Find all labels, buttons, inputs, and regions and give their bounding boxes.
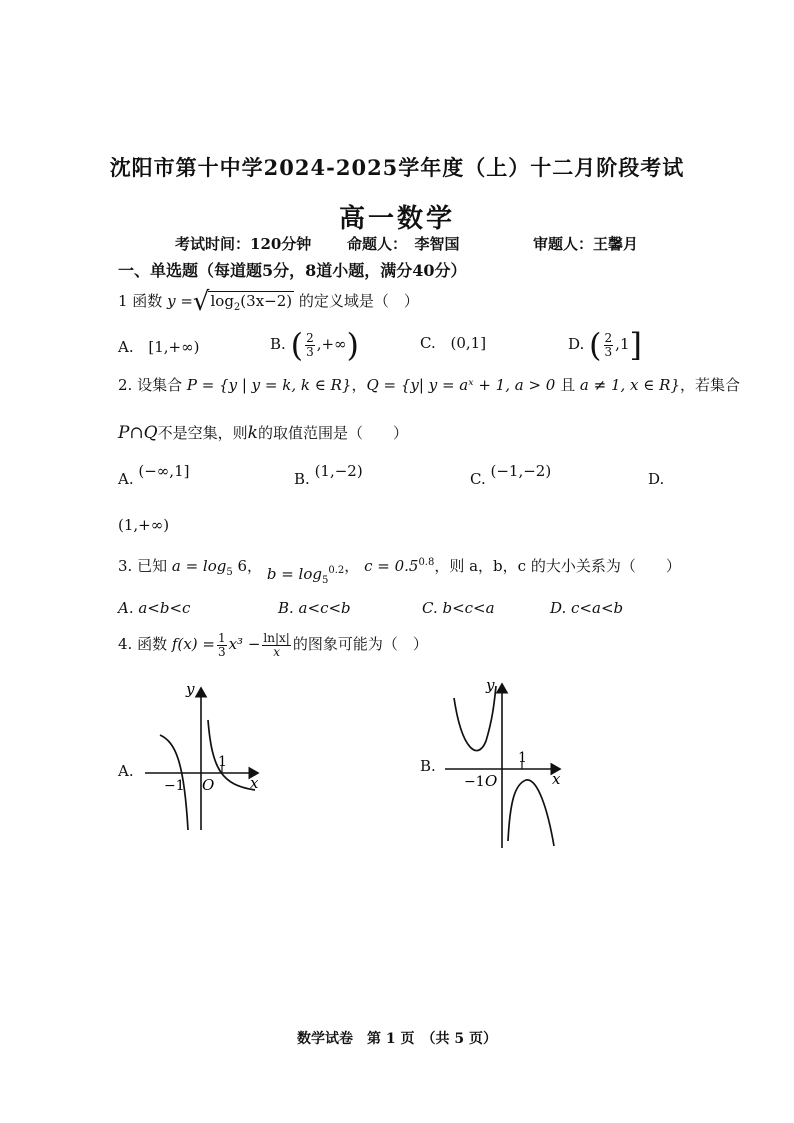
y-label: y [486,676,495,694]
q2-intersection: P∩Q [118,423,158,443]
q3-c: c = 0.5 [364,557,419,575]
q3-a-arg: 6 [232,557,248,575]
q3-a-base: 5 [226,567,233,578]
q3-option-c[interactable]: C. b<c<a [422,599,495,617]
q3-b-sup: 0.2 [328,565,345,576]
option-value: [1,+∞) [148,338,200,356]
option-label: C. [470,470,486,488]
q2-option-d-value: (1,+∞) [118,516,170,534]
q2-and: 且 [560,376,576,394]
q1-suffix: 的定义域是（ ） [294,292,419,310]
tick-1: 1 [518,750,527,766]
q3-prefix: 3. 已知 [118,557,168,575]
q4-suffix: 的图象可能为（ ） [292,635,428,654]
option-value: (0,1] [450,334,487,352]
q3-comma: ， [344,557,360,575]
q4-graph-b[interactable] [440,676,570,851]
q4-option-a-label[interactable]: A. [118,762,134,780]
q1-option-b[interactable]: B. ( $\frac{2}{3}$ ,+∞) [270,326,360,364]
q1-option-a[interactable] [118,338,199,356]
q4-graph-a[interactable] [140,680,270,840]
page-footer: 数学试卷 第 1 页 （共 5 页） [297,1031,497,1047]
x-label: x [552,770,561,788]
q2-option-c[interactable] [470,462,552,488]
question-4 [118,632,428,658]
q1-option-d[interactable]: D. ( $\frac{2}{3}$ ,1] [568,326,642,364]
q3-option-a[interactable]: A. a<b<c [118,599,191,617]
q2-option-d-label[interactable]: D. [648,470,665,488]
option-label: B. [270,335,286,353]
exam-time: 考试时间：120分钟 [175,235,312,253]
question-2-line-2 [118,422,408,443]
q4-frac1-num: 1 [217,631,226,645]
curve-left [454,686,496,751]
curve-right [508,780,554,846]
x-label: x [250,774,259,792]
setter: 命题人： 李智国 [347,235,460,253]
question-1: 1 函数 $y =√\log_2(3x-2)$ 的定义域是（ ） [118,287,419,317]
q2-option-a[interactable] [118,462,190,488]
frac-den: 3 [306,344,314,359]
q3-b-base: 5 [321,575,329,586]
q3-comma: ， [247,557,263,575]
q2-end: 的取值范围是（ ） [257,424,408,442]
reviewer: 审题人：王馨月 [533,235,639,253]
q4-frac1-den: 3 [217,644,226,659]
q2-sep: ， [351,376,367,394]
q4-prefix: 4. 函数 [118,635,168,654]
q3-b: b = log [266,565,322,583]
q2-prefix: 2. 设集合 [118,376,183,394]
q1-prefix: 1 函数 [118,292,163,310]
q4-fx: f(x) = [171,635,215,654]
q1-option-c[interactable] [420,334,486,352]
exam-title: 沈阳市第十中学2024-2025学年度（上）十二月阶段考试 [109,155,685,180]
origin-label: O [485,772,498,790]
y-label: y [186,680,195,698]
q3-c-sup: 0.8 [418,557,435,568]
q1-arg: (3x−2) [240,292,293,310]
q2-set-q-cont: a ≠ 1, x ∈ R} [579,376,680,394]
option-label: B. [294,470,310,488]
q4-option-b-label[interactable]: B. [420,757,436,775]
q1-base: 2 [233,302,241,313]
q1-log: log [210,292,234,310]
option-value: (1,−2) [314,462,363,480]
curve-right [208,720,255,790]
tick-neg1: −1 [164,778,185,794]
option-label: A. [118,338,134,356]
option-value: (−1,−2) [490,462,552,480]
q3-suffix: ，则 a，b，c 的大小关系为（ ） [434,557,681,575]
q4-frac2-den: x [273,644,280,659]
q4-x3: x³ − [228,635,261,654]
q1-func: y = [167,292,193,310]
subject-title: 高一数学 [338,204,455,234]
q3-option-d[interactable]: D. c<a<b [550,599,624,617]
q2-suffix: ，若集合 [680,376,741,394]
option-label: C. [420,334,436,352]
frac-num: 2 [306,330,314,345]
frac-num: 2 [604,330,613,345]
option-value: ,+∞ [316,335,347,353]
q3-a: a = log [171,557,227,575]
tick-1: 1 [218,754,227,770]
q2-option-b[interactable] [294,462,363,488]
option-label: D. [568,335,585,353]
origin-label: O [202,776,215,794]
q2-text: 不是空集，则 [157,424,248,442]
q3-option-b[interactable]: B. a<c<b [278,599,351,617]
q2-set-q: Q = {y| y = aˣ + 1, a > 0 [366,376,556,394]
q4-frac2-num: ln|x| [263,631,290,645]
option-value: (−∞,1] [138,462,190,480]
q2-k: k [247,423,258,443]
question-3 [118,555,681,586]
option-label: A. [118,470,134,488]
option-value: ,1 [615,335,630,353]
section-heading: 一、单选题（每道题5分，8道小题，满分40分） [118,261,467,280]
q2-set-p: P = {y | y = k, k ∈ R} [186,376,352,394]
question-2-line-1 [118,374,740,395]
frac-den: 3 [604,344,613,359]
tick-neg1: −1 [464,774,485,790]
